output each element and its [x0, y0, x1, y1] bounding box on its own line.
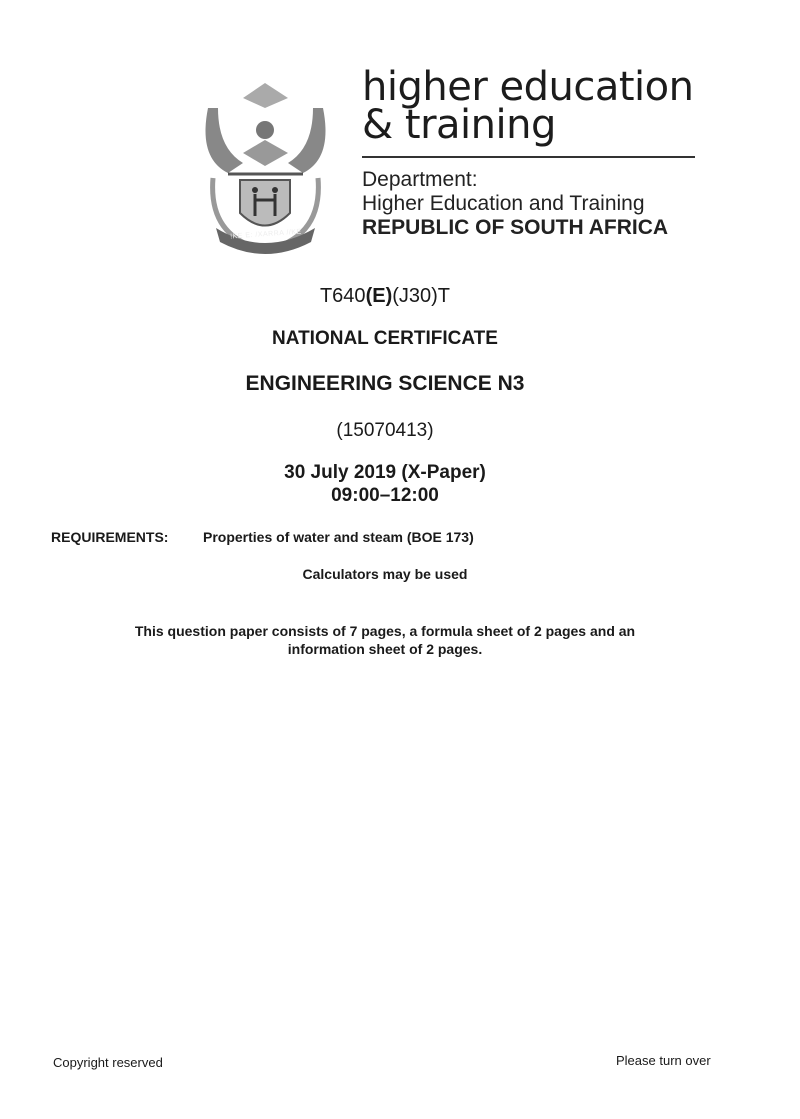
- certificate-title: NATIONAL CERTIFICATE: [272, 328, 498, 349]
- brand-line-1: higher education: [362, 64, 694, 110]
- code-prefix: T640: [319, 285, 366, 307]
- pages-note-line2: information sheet of 2 pages.: [287, 641, 483, 657]
- requirements-value: Properties of water and steam (BOE 173): [203, 529, 474, 545]
- exam-time: 09:00–12:00: [331, 485, 439, 506]
- requirements-label: REQUIREMENTS:: [51, 529, 169, 545]
- department-name: Higher Education and Training: [362, 192, 645, 215]
- calculators-note: Calculators may be used: [302, 566, 468, 582]
- exam-date: 30 July 2019 (X-Paper): [284, 462, 486, 483]
- brand-line-2: & training: [362, 102, 556, 148]
- department-label: Department:: [362, 168, 478, 191]
- brand-wordmark: [362, 64, 694, 148]
- paper-code: [0, 285, 770, 308]
- country-name: REPUBLIC OF SOUTH AFRICA: [362, 216, 669, 239]
- crest-motto: !KE E: /XARRA //KE: [229, 228, 302, 241]
- divider: [362, 156, 695, 158]
- code-language: (E): [365, 285, 393, 307]
- subject-title: ENGINEERING SCIENCE N3: [245, 372, 525, 395]
- pages-note-line1: This question paper consists of 7 pages, a formula sheet of 2 pages and an: [134, 623, 636, 639]
- turn-over-note: Please turn over: [616, 1053, 711, 1068]
- subject-code: (15070413): [336, 420, 434, 441]
- copyright-note: Copyright reserved: [53, 1055, 163, 1070]
- code-suffix: (J30)T: [392, 285, 451, 307]
